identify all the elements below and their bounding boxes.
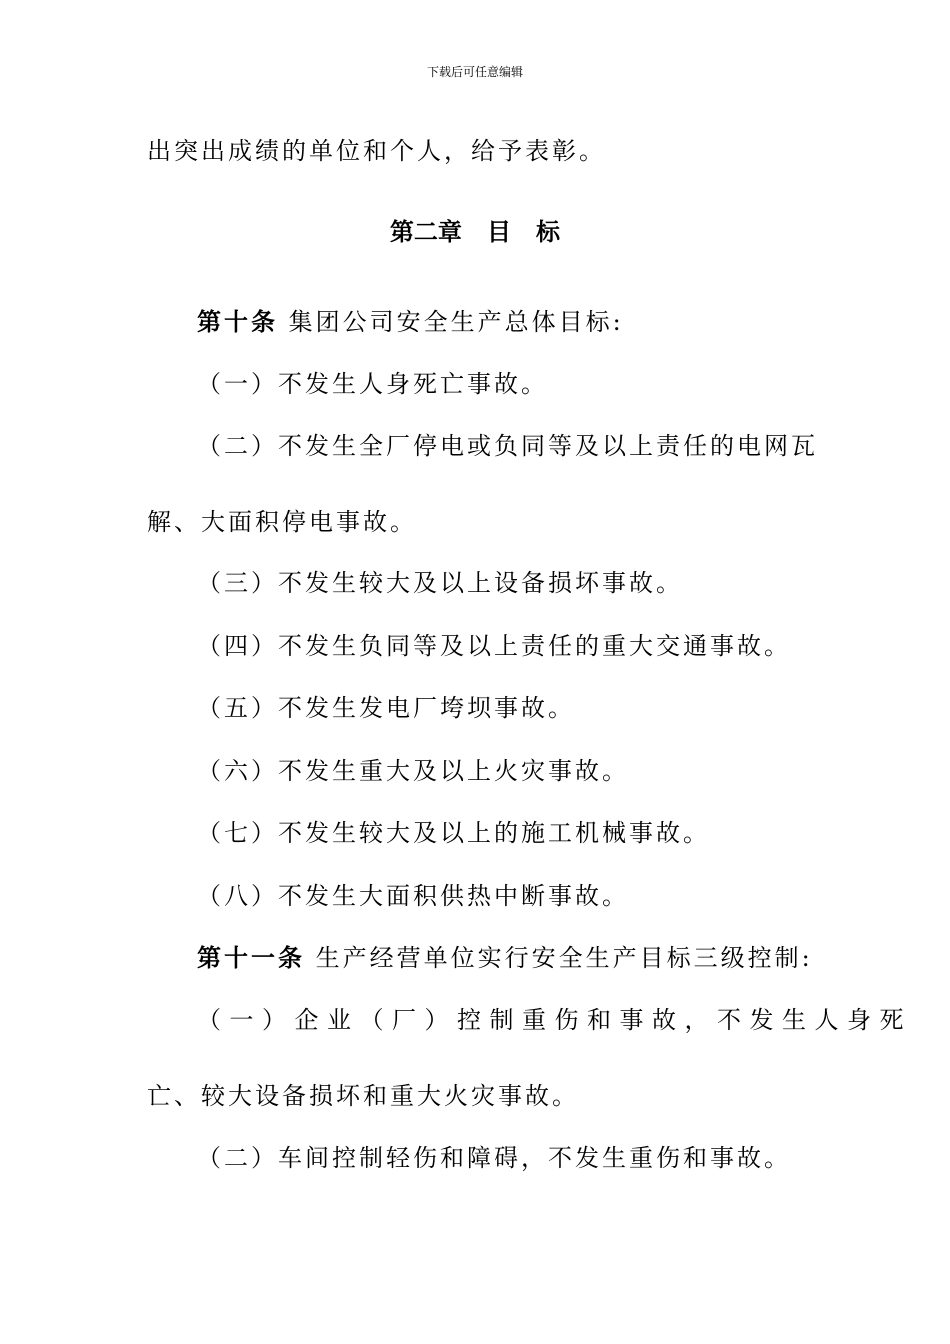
article-10-label: 第十条 (197, 307, 278, 336)
article-11-text: 生产经营单位实行安全生产目标三级控制: (305, 944, 813, 972)
list-item: （二）车间控制轻伤和障碍，不发生重伤和事故。 (197, 1144, 791, 1172)
list-item-continuation: 解、大面积停电事故。 (147, 508, 417, 536)
list-item: （四）不发生负同等及以上责任的重大交通事故。 (197, 632, 791, 660)
list-item: （一）企业（厂）控制重伤和事故，不发生人身死 (197, 1006, 912, 1034)
article-10-heading (197, 306, 624, 338)
list-item: （八）不发生大面积供热中断事故。 (197, 882, 629, 910)
page-header-note: 下载后可任意编辑 (426, 65, 523, 79)
list-item: （三）不发生较大及以上设备损坏事故。 (197, 569, 683, 597)
list-item-continuation: 亡、较大设备损坏和重大火灾事故。 (147, 1082, 579, 1110)
list-item: （二）不发生全厂停电或负同等及以上责任的电网瓦 (197, 432, 818, 460)
article-10-text: 集团公司安全生产总体目标: (278, 308, 624, 336)
article-11-label: 第十一条 (197, 943, 305, 972)
chapter-title: 第二章 目 标 (389, 217, 561, 246)
paragraph-line: 出突出成绩的单位和个人，给予表彰。 (147, 137, 606, 165)
list-item: （六）不发生重大及以上火灾事故。 (197, 757, 629, 785)
article-11-heading (197, 942, 813, 974)
list-item: （七）不发生较大及以上的施工机械事故。 (197, 819, 710, 847)
list-item: （一）不发生人身死亡事故。 (197, 370, 548, 398)
list-item: （五）不发生发电厂垮坝事故。 (197, 694, 575, 722)
